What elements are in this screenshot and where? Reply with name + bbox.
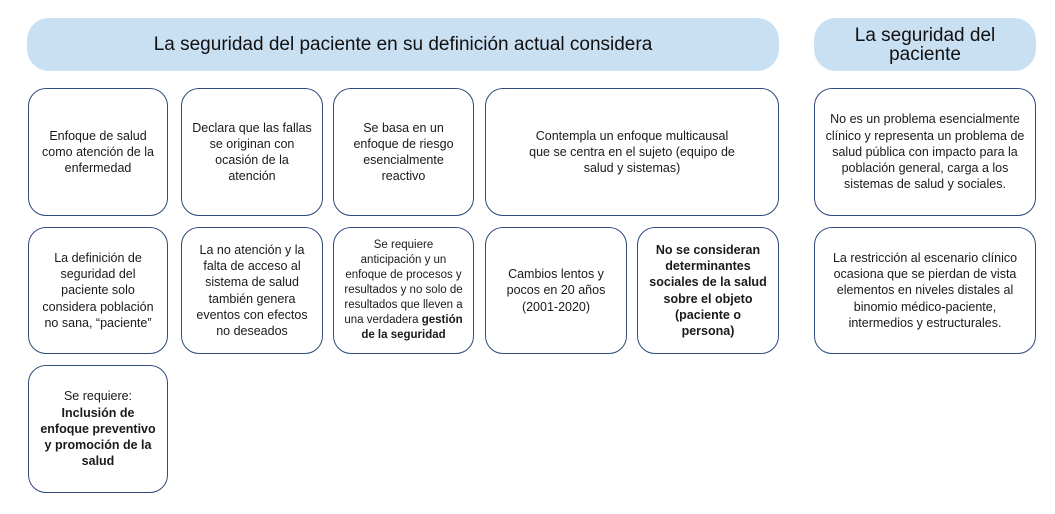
box-enfoque-reactivo: [333, 88, 474, 216]
box-cambios-lentos-text: Cambios lentos y pocos en 20 años (2001-2020): [506, 267, 606, 314]
box-enfoque-reactivo-text: Se basa en un enfoque de riesgo esencialmente reactivo: [353, 120, 454, 184]
box-cambios-lentos: [485, 227, 627, 354]
box-problema-salud-publica: [814, 88, 1036, 216]
box-anticipacion-text: Se requiere anticipación y un enfoque de procesos y resultados y no solo de resultados que lleven a una verdadera: [344, 239, 463, 326]
box-se-requiere-prevencion-paragraph: [39, 388, 157, 469]
box-enfoque-salud-text: Enfoque de salud como atención de la enfermedad: [42, 128, 154, 176]
box-problema-salud-publica-text: No es un problema esencialmente clínico y representa un problema de salud pública con impacto para la población general, carga a los sistemas de salud y sociales.: [825, 112, 1025, 192]
box-enfoque-multicausal-text: Contempla un enfoque multicausal que se centra en el sujeto (equipo de salud y sistemas): [529, 128, 735, 176]
box-anticipacion: [333, 227, 474, 354]
box-no-atencion: [181, 227, 323, 354]
box-restriccion-clinica-text: La restricción al escenario clínico ocasiona que se pierdan de vista elementos en niveles distales al binomio médico-paciente, intermedios y estructurales.: [832, 250, 1018, 330]
box-se-requiere-label: Se requiere:: [63, 389, 133, 404]
box-restriccion-clinica: [814, 227, 1036, 354]
box-anticipacion-bold: gestión de la seguridad: [361, 313, 463, 341]
box-declara-fallas-text: Declara que las fallas se originan con ocasión de la atención: [192, 120, 312, 184]
box-determinantes-sociales: [637, 227, 779, 354]
main-header-title: La seguridad del paciente en su definición actual considera: [153, 33, 653, 55]
box-enfoque-salud: [28, 88, 168, 216]
side-header: [814, 18, 1036, 71]
box-determinantes-sociales-text: [648, 242, 768, 340]
box-enfoque-multicausal: [485, 88, 779, 216]
box-se-requiere-prevencion: [28, 365, 168, 493]
box-se-requiere-bold: Inclusión de enfoque preventivo y promoción de la salud: [40, 405, 156, 469]
box-determinantes-sociales-bold: No se consideran determinantes sociales de la salud sobre el objeto (paciente o persona): [649, 242, 767, 338]
box-declara-fallas: [181, 88, 323, 216]
box-anticipacion-paragraph: [342, 238, 465, 343]
main-header: [27, 18, 779, 71]
box-definicion-no-sana: [28, 227, 168, 354]
box-no-atencion-text: La no atención y la falta de acceso al sistema de salud también genera eventos con efectos no deseados: [196, 242, 308, 338]
side-header-title: La seguridad del paciente: [854, 24, 996, 65]
box-definicion-no-sana-text: La definición de seguridad del paciente solo considera población no sana, “paciente”: [42, 250, 154, 330]
